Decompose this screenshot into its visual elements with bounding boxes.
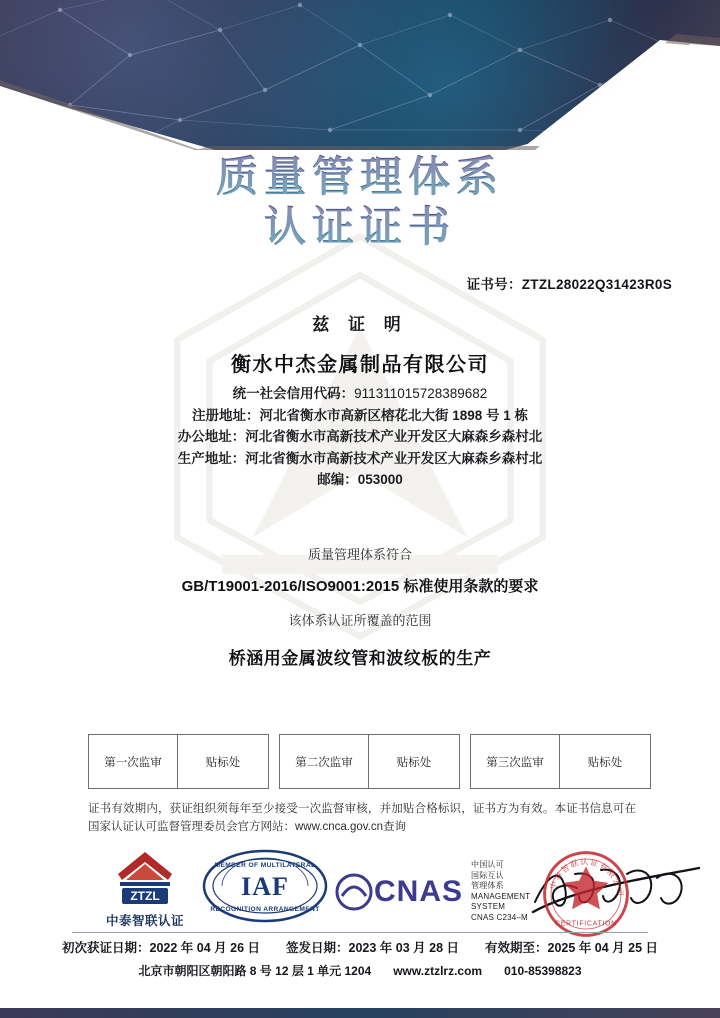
scope-note: 该体系认证所覆盖的范围	[288, 613, 432, 628]
expiry-date-label: 有效期至：	[485, 941, 548, 955]
certificate-footer	[0, 936, 720, 982]
cnas-side-line-4: MANAGEMENT SYSTEM	[471, 891, 531, 911]
info-row-office-address	[0, 426, 720, 448]
certificate-number-label: 证书号：	[466, 277, 522, 292]
company-name: 衡水中杰金属制品有限公司	[231, 354, 489, 376]
info-label: 办公地址：	[177, 429, 246, 444]
footer-contact-row	[0, 960, 720, 982]
standard-note: 质量管理体系符合	[307, 547, 412, 562]
issue-date-label: 初次获证日期：	[62, 941, 150, 955]
surveillance-group-1	[88, 734, 269, 789]
banner-cut-shapes	[0, 0, 720, 150]
surveillance-label-1: 第一次监审	[88, 734, 178, 789]
surveillance-label-2: 第二次监审	[279, 734, 369, 789]
standard-reference: GB/T19001-2016/ISO9001:2015 标准使用条款的要求	[181, 578, 539, 595]
company-info-block	[0, 383, 720, 491]
ztzl-logo-caption: 中泰智联认证	[105, 914, 184, 928]
cnas-logo	[334, 860, 531, 923]
surveillance-label-3: 第三次监审	[470, 734, 560, 789]
cnas-side-line-2: 国际互认	[471, 870, 504, 880]
info-row-credit-code	[0, 383, 720, 405]
issue-date-value: 2022 年 04 月 26 日	[149, 941, 260, 955]
svg-text:ZTZL: ZTZL	[130, 889, 160, 903]
info-value: 053000	[357, 472, 403, 487]
footer-divider	[72, 932, 648, 933]
surveillance-group-3	[470, 734, 651, 789]
info-label: 邮编：	[317, 472, 358, 487]
svg-text:MEMBER OF MULTILATERAL: MEMBER OF MULTILATERAL	[214, 862, 316, 869]
cnas-wordmark: CNAS	[374, 874, 464, 908]
info-label: 统一社会信用代码：	[232, 386, 355, 401]
surveillance-boxes	[88, 734, 633, 789]
standard-scope-block	[0, 540, 720, 680]
signed-date-label: 签发日期：	[286, 941, 349, 955]
surveillance-stamp-area-3: 贴标处	[560, 734, 651, 789]
title-line-2: 认证证书	[0, 202, 720, 252]
scope-description: 桥涵用金属波纹管和波纹板的生产	[228, 649, 492, 668]
info-row-postcode	[0, 469, 720, 491]
svg-text:IAF: IAF	[241, 872, 289, 901]
footer-address: 北京市朝阳区朝阳路 8 号 12 层 1 单元 1204	[138, 964, 372, 978]
cnas-side-line-3: 管理体系	[471, 881, 504, 890]
certificate-number-value: ZTZL28022Q31423R0S	[521, 277, 672, 292]
cnas-side-line-1: 中国认可	[471, 860, 504, 869]
iaf-logo	[200, 848, 330, 929]
surveillance-stamp-area-1: 贴标处	[178, 734, 269, 789]
info-row-registered-address	[0, 405, 720, 427]
certificate-title	[0, 152, 720, 251]
cnas-logo-mark	[334, 872, 463, 912]
header-banner	[0, 0, 720, 150]
footer-phone: 010-85398823	[504, 964, 582, 978]
cnas-emblem-icon	[334, 872, 374, 912]
surveillance-stamp-area-2: 贴标处	[369, 734, 460, 789]
bottom-decorative-band	[0, 1008, 720, 1018]
info-label: 注册地址：	[191, 407, 260, 423]
surveillance-group-2	[279, 734, 460, 789]
ztzl-logo-mark	[86, 848, 204, 906]
ztzl-logo	[86, 848, 204, 929]
title-line-1: 质量管理体系	[0, 152, 720, 202]
svg-text:中泰智联认证有限公司: 中泰智联认证有限公司	[548, 857, 625, 898]
signed-date-value: 2023 年 03 月 28 日	[348, 941, 459, 955]
certificate-number	[467, 273, 672, 293]
cnas-side-text	[471, 860, 530, 923]
info-value: 河北省衡水市高新技术产业开发区大麻森乡森村北	[245, 429, 543, 444]
company-seal	[540, 848, 632, 940]
svg-text:CERTIFICATION: CERTIFICATION	[555, 920, 617, 928]
footer-dates-row	[0, 936, 720, 960]
info-value: 河北省衡水市高新区榕花北大街 1898 号 1 栋	[259, 407, 529, 423]
info-row-production-address	[0, 448, 720, 470]
svg-text:RECOGNITION ARRANGEMENT: RECOGNITION ARRANGEMENT	[210, 906, 320, 913]
cnas-side-line-5: CNAS C234–M	[471, 912, 528, 922]
iaf-logo-mark	[200, 848, 330, 924]
validity-note: 证书有效期内，获证组织须每年至少接受一次监督审核，并加贴合格标识，证书方为有效。本证书信息可在国家认证认可监督管理委员会官方网站：www.cnca.gov.cn查询	[88, 803, 636, 833]
info-value: 911311015728389682	[354, 386, 488, 401]
info-label: 生产地址：	[177, 450, 246, 466]
footer-website[interactable]: www.ztzlrz.com	[393, 964, 483, 978]
info-value: 河北省衡水市高新技术产业开发区大麻森乡森村北	[245, 450, 543, 466]
expiry-date-value: 2025 年 04 月 25 日	[547, 941, 658, 955]
attestation-text: 兹 证 明	[312, 315, 408, 334]
accreditation-logos	[72, 848, 652, 930]
